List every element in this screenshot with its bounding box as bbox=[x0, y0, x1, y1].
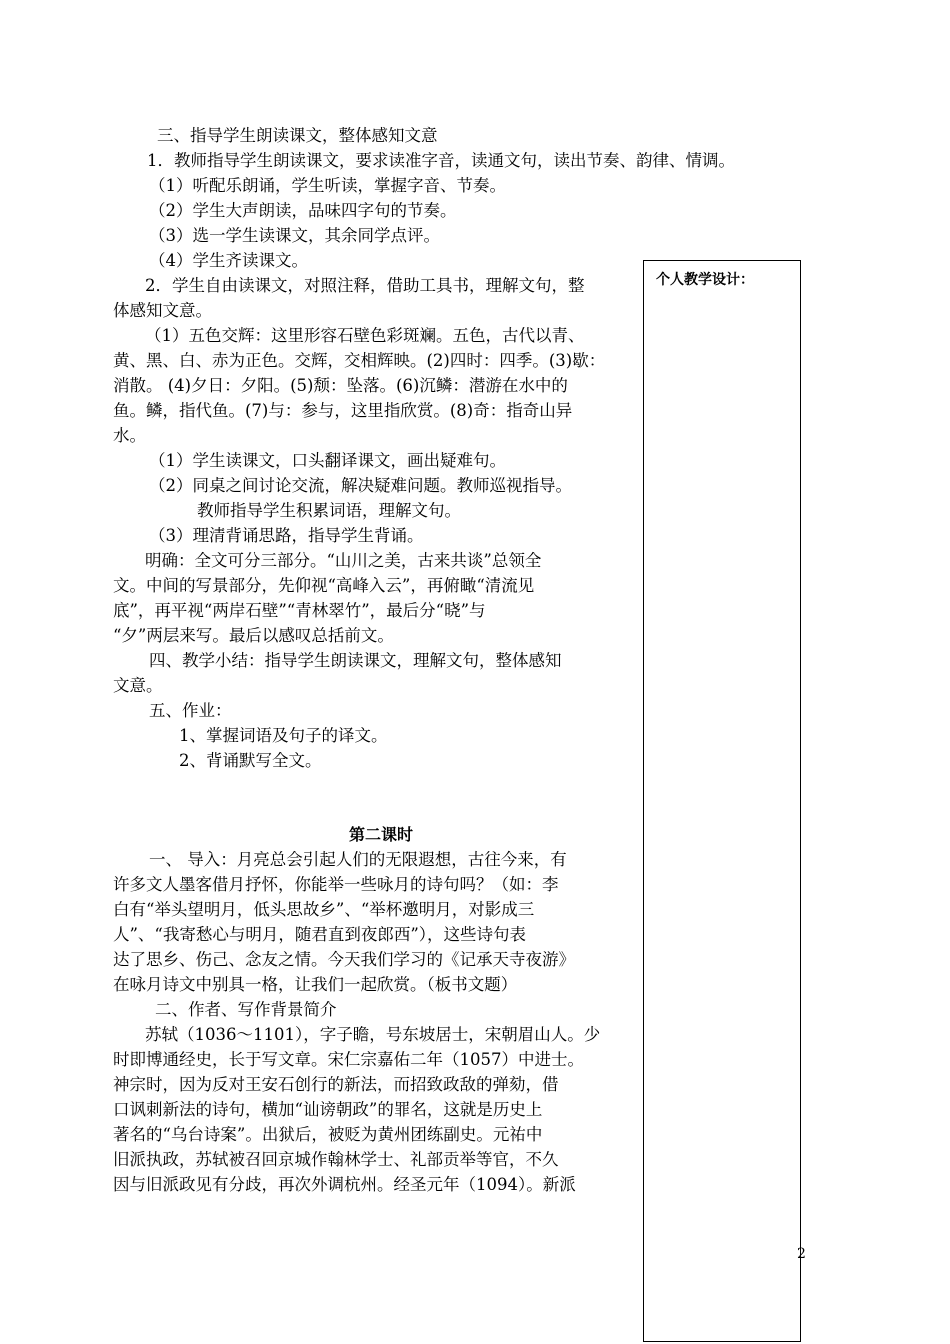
step2-item: （1）学生读课文，口头翻译课文，画出疑难句。 bbox=[149, 451, 506, 470]
intro-line: 达了思乡、伤己、念友之情。今天我们学习的《记承天寺夜游》 bbox=[113, 950, 575, 969]
author-line: 神宗时，因为反对王安石创行的新法，而招致政敌的弹劾，借 bbox=[113, 1075, 559, 1094]
intro-line: 一、 导入：月亮总会引起人们的无限遐想，古往今来，有 bbox=[149, 850, 567, 869]
intro-line: 人”、“我寄愁心与明月，随君直到夜郎西”），这些诗句表 bbox=[113, 925, 527, 944]
step2-item: 教师指导学生积累词语，理解文句。 bbox=[197, 501, 461, 520]
summary-line: 文意。 bbox=[113, 676, 163, 695]
intro-line: 在咏月诗文中别具一格，让我们一起欣赏。（板书文题） bbox=[113, 975, 518, 994]
clarify-line: 明确：全文可分三部分。“山川之美，古来共谈”总领全 bbox=[145, 551, 542, 570]
step2-item: （2）同桌之间讨论交流，解决疑难问题。教师巡视指导。 bbox=[149, 476, 572, 495]
step1-item: （2）学生大声朗读，品味四字句的节奏。 bbox=[149, 201, 457, 220]
section3-heading: 三、指导学生朗读课文，整体感知文意 bbox=[157, 126, 438, 145]
intro-line: 许多文人墨客借月抒怀，你能举一些咏月的诗句吗？（如：李 bbox=[113, 875, 559, 894]
author-line: 时即博通经史，长于写文章。宋仁宗嘉佑二年（1057）中进士。 bbox=[113, 1050, 584, 1069]
step2-text: 体感知文意。 bbox=[113, 301, 212, 320]
annotation-line: 鱼。鳞，指代鱼。(7)与：参与，这里指欣赏。(8)奇：指奇山异 bbox=[113, 401, 573, 420]
step1-item: （3）选一学生读课文，其余同学点评。 bbox=[149, 226, 440, 245]
step1-item: （1）听配乐朗诵，学生听读，掌握字音、节奏。 bbox=[149, 176, 506, 195]
personal-design-box bbox=[643, 260, 801, 1342]
step1-item: （4）学生齐读课文。 bbox=[149, 251, 308, 270]
personal-design-title: 个人教学设计： bbox=[656, 272, 754, 288]
author-line: 旧派执政，苏轼被召回京城作翰林学士、礼部贡举等官，不久 bbox=[113, 1150, 559, 1169]
author-line: 口讽刺新法的诗句，横加“讪谤朝政”的罪名，这就是历史上 bbox=[113, 1100, 543, 1119]
author-heading: 二、作者、写作背景简介 bbox=[155, 1000, 337, 1019]
author-line: 著名的“乌台诗案”。出狱后，被贬为黄州团练副史。元祐中 bbox=[113, 1125, 543, 1144]
step1-text: 1．教师指导学生朗读课文，要求读准字音，读通文句，读出节奏、韵律、情调。 bbox=[147, 151, 735, 170]
clarify-line: “夕”两层来写。最后以感叹总括前文。 bbox=[113, 626, 394, 645]
homework-item: 1、掌握词语及句子的译文。 bbox=[179, 726, 388, 745]
page-number: 2 bbox=[797, 1246, 806, 1262]
annotation-line: 黄、黑、白、赤为正色。交辉，交相辉映。(2)四时：四季。(3)歇： bbox=[113, 351, 606, 370]
annotation-line: （1）五色交辉：这里形容石壁色彩斑斓。五色，古代以青、 bbox=[145, 326, 585, 345]
step2-item: （3）理清背诵思路，指导学生背诵。 bbox=[149, 526, 424, 545]
clarify-line: 文。中间的写景部分，先仰视“高峰入云”，再俯瞰“清流见 bbox=[113, 576, 535, 595]
step2-text: 2．学生自由读课文，对照注释，借助工具书，理解文句，整 bbox=[145, 276, 585, 295]
lesson2-title: 第二课时 bbox=[349, 825, 414, 844]
homework-item: 2、背诵默写全文。 bbox=[179, 751, 322, 770]
annotation-line: 水。 bbox=[113, 426, 146, 445]
clarify-line: 底”，再平视“两岸石壁”“青林翠竹”，最后分“晓”与 bbox=[113, 601, 486, 620]
intro-line: 白有“举头望明月，低头思故乡”、“举杯邀明月，对影成三 bbox=[113, 900, 535, 919]
author-line: 因与旧派政见有分歧，再次外调杭州。经圣元年（1094）。新派 bbox=[113, 1175, 576, 1194]
homework-heading: 五、作业： bbox=[149, 701, 232, 720]
annotation-line: 消散。 (4)夕日：夕阳。(5)颓：坠落。(6)沉鳞：潜游在水中的 bbox=[113, 376, 568, 395]
summary-line: 四、教学小结：指导学生朗读课文，理解文句，整体感知 bbox=[149, 651, 562, 670]
author-line: 苏轼（1036～1101），字子瞻，号东坡居士，宋朝眉山人。少 bbox=[145, 1025, 601, 1044]
